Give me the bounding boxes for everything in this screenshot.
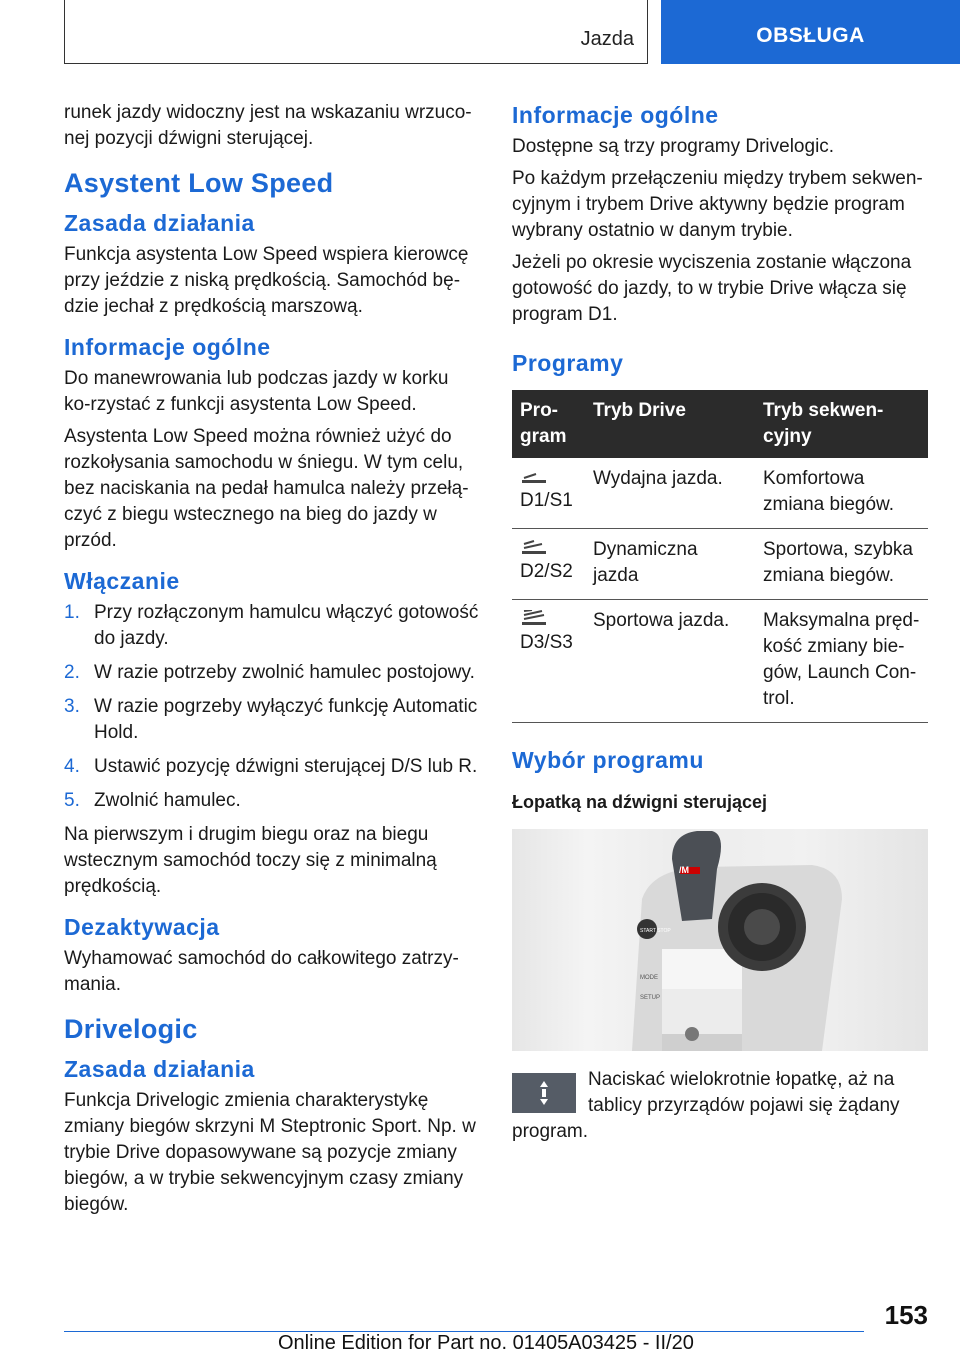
heading-wybor-programu: Wybór programu: [512, 747, 704, 773]
list-item: [64, 788, 479, 814]
step-number: 3.: [64, 696, 80, 717]
paragraph-nacisnac: Naciskać wielokrotnie łopatkę, aż na tablicy przyrządów pojawi się żądany program.: [512, 1069, 900, 1142]
paragraph-after-steps: Na pierwszym i drugim biegu oraz na biegu wstecznym samochód toczy się z minimalną prędkością.: [64, 824, 437, 897]
program-cell: [512, 458, 585, 529]
step-number: 4.: [64, 756, 80, 777]
list-item: [64, 694, 479, 746]
program-label: D3/S3: [520, 632, 573, 653]
table-row: [512, 458, 928, 529]
program-level-2-icon: [522, 539, 546, 555]
step-text: W razie potrzeby zwolnić hamulec postojowy.: [94, 662, 475, 683]
seq-cell: Sportowa, szybka zmiana biegów.: [755, 529, 928, 600]
header-frame: [64, 0, 648, 64]
program-level-3-icon: [522, 610, 546, 626]
mode-label: MODE: [640, 975, 658, 981]
drive-cell: Dynamiczna jazda: [585, 529, 755, 600]
right-column: [512, 100, 928, 1151]
paragraph-zasada: Funkcja asystenta Low Speed wspiera kierowcę przy jeździe z niską prędkością. Samochód bę-dzie jechał z prędkością marszową.: [64, 244, 469, 317]
programs-table: [512, 390, 928, 723]
heading-info-right: Informacje ogólne: [512, 102, 719, 128]
steps-list: [64, 600, 479, 814]
heading-zasada-2: Zasada działania: [64, 1056, 255, 1082]
program-label: D2/S2: [520, 561, 573, 582]
heading-zasada: Zasada działania: [64, 210, 255, 236]
step-number: 5.: [64, 790, 80, 811]
program-label: D1/S1: [520, 490, 573, 511]
gear-selector-illustration: [512, 829, 928, 1051]
program-level-1-icon: [522, 468, 546, 484]
table-row: [512, 529, 928, 600]
shift-paddle-icon: [512, 1073, 576, 1113]
left-column: [64, 100, 479, 1224]
step-number: 2.: [64, 662, 80, 683]
table-header-drive: Tryb Drive: [585, 390, 755, 458]
paragraph-right-1: Dostępne są trzy programy Drivelogic.: [512, 136, 835, 157]
heading-wlaczanie: Włączanie: [64, 568, 180, 594]
paragraph-right-3: Jeżeli po okresie wyciszenia zostanie włączona gotowość do jazdy, to w trybie Drive włącza się program D1.: [512, 252, 912, 325]
paragraph-info-2: Asystenta Low Speed można również użyć do rozkołysania samochodu w śniegu. W tym celu, bez naciskania na pedał hamulca należy przełą-czyć z biegu wstecznego na bieg do jazdy w przód.: [64, 426, 469, 551]
heading-programy: Programy: [512, 350, 624, 376]
paragraph-info-1: Do manewrowania lub podczas jazdy w korku ko-rzystać z funkcji asystenta Low Speed.: [64, 368, 449, 415]
heading-low-speed: Asystent Low Speed: [64, 168, 334, 198]
step-text: Przy rozłączonym hamulcu włączyć gotowość do jazdy.: [94, 602, 479, 649]
step-number: 1.: [64, 602, 80, 623]
setup-label: SETUP: [640, 995, 661, 1001]
list-item: [64, 660, 479, 686]
table-header-seq: Tryb sekwen-cyjny: [755, 390, 928, 458]
start-stop-label: START STOP: [640, 928, 671, 934]
program-cell: [512, 529, 585, 600]
seq-cell: Maksymalna pręd-kość zmiany bie-gów, Launch Con-trol.: [755, 600, 928, 723]
paragraph-right-2: Po każdym przełączeniu między trybem sekwen-cyjnym i trybem Drive aktywny będzie program wybrany ostatnio w danym trybie.: [512, 168, 923, 241]
step-text: Ustawić pozycję dźwigni sterującej D/S lub R.: [94, 756, 478, 777]
heading-dezaktywacja: Dezaktywacja: [64, 914, 220, 940]
list-item: [64, 600, 479, 652]
intro-paragraph: runek jazdy widoczny jest na wskazaniu wrzuco-nej pozycji dźwigni sterującej.: [64, 102, 472, 149]
svg-text:/M: /M: [679, 865, 689, 875]
heading-informacje: Informacje ogólne: [64, 334, 271, 360]
paragraph-dezaktywacja: Wyhamować samochód do całkowitego zatrzy-mania.: [64, 948, 459, 995]
header-tab-obsluga[interactable]: OBSŁUGA: [661, 0, 960, 64]
gear-selector-photo: [512, 829, 928, 1051]
table-header-program: Pro-gram: [512, 390, 585, 458]
table-row: [512, 600, 928, 723]
subheading-lopatka: Łopatką na dźwigni sterującej: [512, 792, 768, 812]
step-text: Zwolnić hamulec.: [94, 790, 241, 811]
footer-edition: Online Edition for Part no. 01405A03425 - II/20: [278, 1332, 694, 1354]
paragraph-zasada-2: Funkcja Drivelogic zmienia charakterystykę zmiany biegów skrzyni M Steptronic Sport. Np. w trybie Drive dopasowywane są pozycje zmiany biegów, a w trybie sekwencyjnym czasy zmiany biegów.: [64, 1090, 476, 1215]
list-item: [64, 754, 479, 780]
drive-cell: Sportowa jazda.: [585, 600, 755, 723]
drive-cell: Wydajna jazda.: [585, 458, 755, 529]
step-text: W razie pogrzeby wyłączyć funkcję Automatic Hold.: [94, 696, 478, 743]
program-cell: [512, 600, 585, 723]
heading-drivelogic: Drivelogic: [64, 1014, 198, 1044]
seq-cell: Komfortowa zmiana biegów.: [755, 458, 928, 529]
page-number: 153: [884, 1300, 928, 1330]
header-section-title: Jazda: [580, 28, 634, 50]
